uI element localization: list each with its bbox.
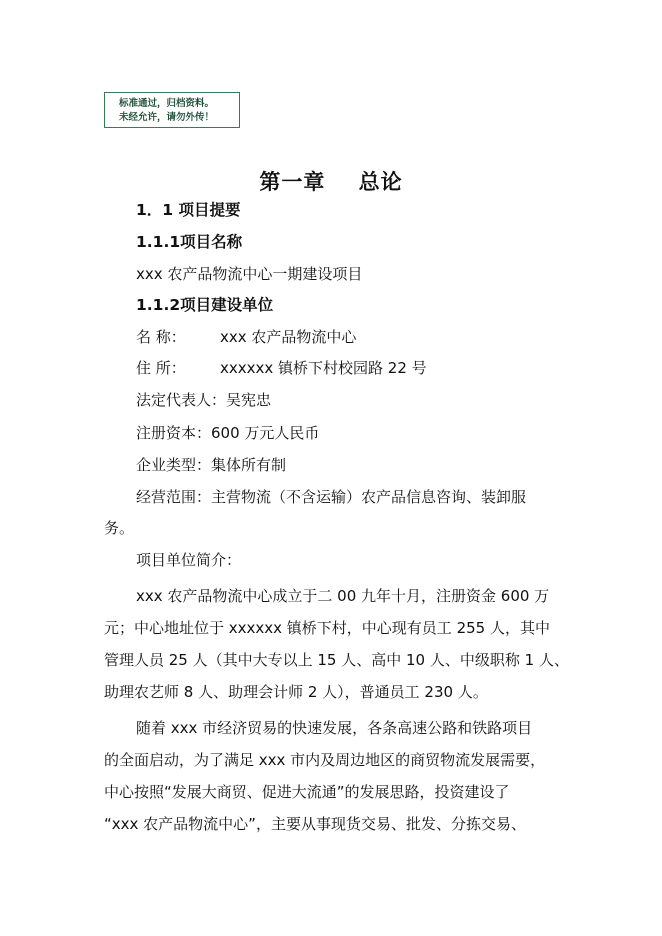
- intro-paragraph-line-3: 管理人员 25 人（其中大专以上 15 人、高中 10 人、中级职称 1 人、: [104, 651, 569, 669]
- chapter-title: 第一章 总论: [259, 169, 403, 194]
- intro-paragraph-line-2: 元；中心地址位于 xxxxxx 镇桥下村，中心现有员工 255 人，其中: [104, 619, 550, 637]
- section-heading-1-1-1: 1.1.1项目名称: [136, 233, 243, 251]
- intro-paragraph-line-1: xxx 农产品物流中心成立于二 00 九年十月，注册资金 600 万: [136, 587, 550, 605]
- unit-address-value: xxxxxx 镇桥下村校园路 22 号: [220, 359, 427, 377]
- development-paragraph-line-4: “xxx 农产品物流中心”，主要从事现货交易、批发、分拣交易、: [104, 815, 526, 833]
- legal-representative-text: 法定代表人：吴宪忠: [136, 391, 272, 409]
- unit-address-label: 住 所：: [136, 359, 186, 377]
- unit-name-label: 名 称：: [136, 328, 186, 346]
- unit-address-row: [136, 358, 427, 378]
- development-paragraph-line-3: 中心按照“发展大商贸、促进大流通”的发展思路，投资建设了: [104, 783, 510, 801]
- section-heading-1-1-2: 1.1.2项目建设单位: [136, 296, 274, 314]
- stamp-line-2: 未经允许，请勿外传！: [119, 112, 215, 123]
- confidential-stamp-box: [104, 92, 240, 128]
- intro-heading: 项目单位简介：: [136, 551, 242, 569]
- intro-paragraph-line-4: 助理农艺师 8 人、助理会计师 2 人），普通员工 230 人。: [104, 683, 488, 701]
- development-paragraph-line-2: 的全面启动，为了满足 xxx 市内及周边地区的商贸物流发展需要，: [104, 751, 546, 769]
- business-scope-line-1: 经营范围：主营物流（不含运输）农产品信息咨询、装卸服: [136, 488, 527, 506]
- business-scope-line-2: 务。: [104, 519, 135, 537]
- development-paragraph-line-1: 随着 xxx 市经济贸易的快速发展，各条高速公路和铁路项目: [136, 719, 533, 737]
- project-name-text: xxx 农产品物流中心一期建设项目: [136, 265, 363, 283]
- unit-name-value: xxx 农产品物流中心: [220, 328, 357, 346]
- section-heading-1-1: 1．1 项目提要: [136, 201, 241, 219]
- stamp-line-1: 标准通过，归档资料。: [119, 98, 215, 109]
- registered-capital-text: 注册资本：600 万元人民币: [136, 424, 320, 442]
- enterprise-type-text: 企业类型：集体所有制: [136, 456, 287, 474]
- unit-name-row: [136, 327, 356, 347]
